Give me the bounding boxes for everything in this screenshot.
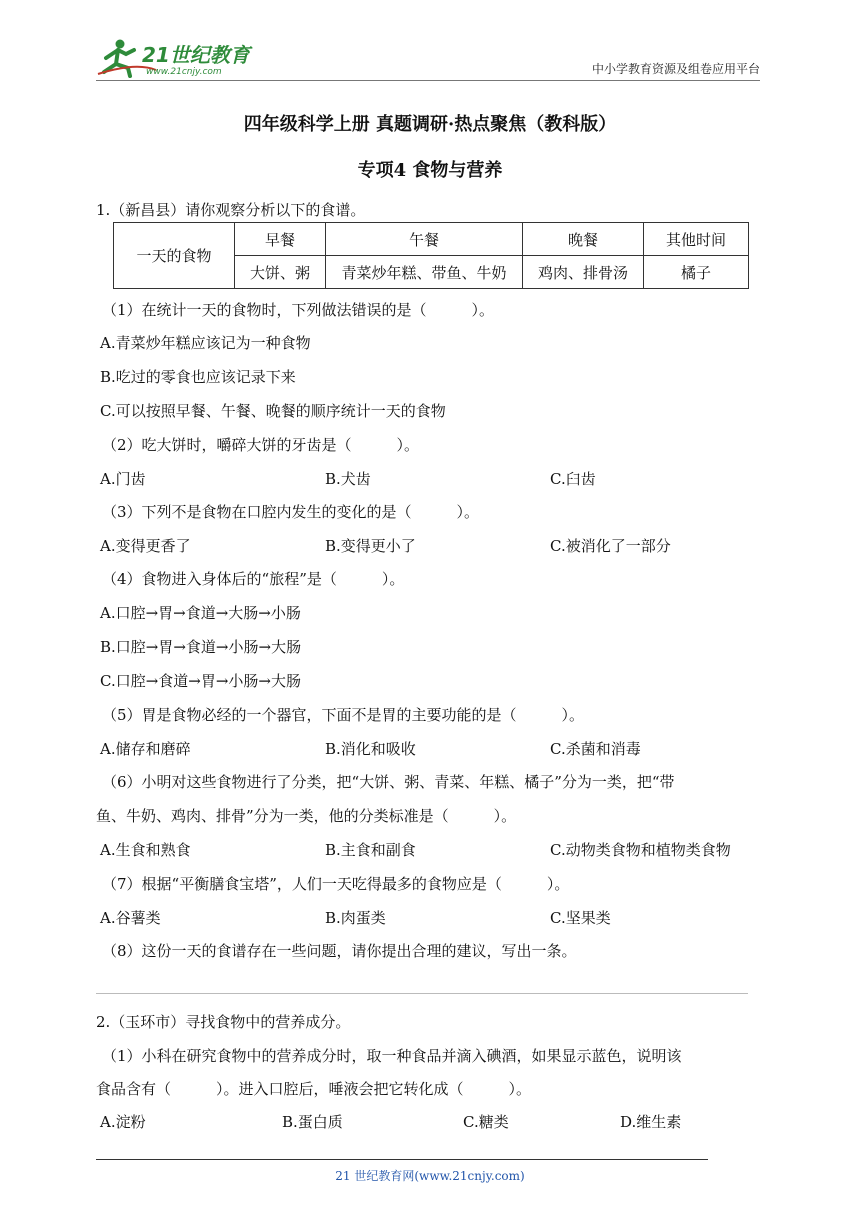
q1-part1-option-c: C.可以按照早餐、午餐、晚餐的顺序统计一天的食物 [100,402,446,420]
q2-stem: 2.（玉环市）寻找食物中的营养成分。 [96,1013,351,1031]
header-divider [96,80,760,81]
q2-part1-line2: 食品含有（ ）。进入口腔后，唾液会把它转化成（ ）。 [96,1080,532,1098]
q1-part6-option-b: B.主食和副食 [325,841,416,859]
footer-divider [96,1159,708,1160]
table-col-header: 其他时间 [644,223,749,256]
q1-part4-option-b: B.口腔→胃→食道→小肠→大肠 [100,638,302,656]
q1-part6-option-a: A.生食和熟食 [100,841,191,859]
q1-part8: （8）这份一天的食谱存在一些问题，请你提出合理的建议，写出一条。 [102,942,577,960]
answer-divider [96,993,748,994]
q1-part2-option-a: A.门齿 [100,470,146,488]
table-cell: 青菜炒年糕、带鱼、牛奶 [326,256,523,289]
site-logo [96,36,266,80]
page-subtitle: 专项4 食物与营养 [357,160,503,181]
q2-part1-option-a: A.淀粉 [100,1113,146,1131]
table-col-header: 晚餐 [523,223,644,256]
recipe-table [113,222,749,289]
q2-part1-option-c: C.糖类 [463,1113,509,1131]
q1-part3-option-a: A.变得更香了 [100,537,191,555]
q1-part5: （5）胃是食物必经的一个器官，下面不是胃的主要功能的是（ ）。 [102,706,585,724]
q1-part7-option-b: B.肉蛋类 [325,909,386,927]
table-row-header: 一天的食物 [114,223,235,289]
q2-part1-line1: （1）小科在研究食物中的营养成分时，取一种食品并滴入碘酒，如果显示蓝色，说明该 [102,1047,682,1065]
q1-part2: （2）吃大饼时，嚼碎大饼的牙齿是（ ）。 [102,436,420,454]
q1-part5-option-a: A.储存和磨碎 [100,740,191,758]
q2-part1-option-b: B.蛋白质 [282,1113,343,1131]
table-cell: 鸡肉、排骨汤 [523,256,644,289]
q1-part1-option-a: A.青菜炒年糕应该记为一种食物 [100,334,311,352]
page-header [96,36,760,82]
q2-part1-option-d: D.维生素 [620,1113,682,1131]
q1-part4-option-a: A.口腔→胃→食道→大肠→小肠 [100,604,301,622]
q1-part7: （7）根据“平衡膳食宝塔”，人们一天吃得最多的食物应是（ ）。 [102,875,570,893]
q1-part2-option-c: C.臼齿 [550,470,596,488]
table-col-header: 午餐 [326,223,523,256]
table-cell: 橘子 [644,256,749,289]
q1-part5-option-b: B.消化和吸收 [325,740,416,758]
table-cell: 大饼、粥 [235,256,326,289]
q1-part7-option-a: A.谷薯类 [100,909,161,927]
q1-part7-option-c: C.坚果类 [550,909,611,927]
q1-part6-option-c: C.动物类食物和植物类食物 [550,841,731,859]
page-title: 四年级科学上册 真题调研·热点聚焦（教科版） [243,114,617,135]
q1-part4: （4）食物进入身体后的“旅程”是（ ）。 [102,570,405,588]
q1-part5-option-c: C.杀菌和消毒 [550,740,641,758]
svg-text:21世纪教育: 21世纪教育 [142,43,250,67]
q1-part2-option-b: B.犬齿 [325,470,371,488]
q1-stem: 1.（新昌县）请你观察分析以下的食谱。 [96,201,366,219]
q1-part1-option-b: B.吃过的零食也应该记录下来 [100,368,296,386]
q1-part3-option-c: C.被消化了一部分 [550,537,671,555]
q1-part6-line2: 鱼、牛奶、鸡肉、排骨”分为一类，他的分类标准是（ ）。 [96,807,517,825]
q1-part6-line1: （6）小明对这些食物进行了分类，把“大饼、粥、青菜、年糕、橘子”分为一类，把“带 [102,773,675,791]
q1-part3-option-b: B.变得更小了 [325,537,416,555]
q1-part3: （3）下列不是食物在口腔内发生的变化的是（ ）。 [102,503,480,521]
q1-part1: （1）在统计一天的食物时，下列做法错误的是（ ）。 [102,301,495,319]
footer-text: 21 世纪教育网(www.21cnjy.com) [335,1169,525,1183]
platform-name: 中小学教育资源及组卷应用平台 [591,62,760,76]
q1-part4-option-c: C.口腔→食道→胃→小肠→大肠 [100,672,301,690]
table-col-header: 早餐 [235,223,326,256]
svg-text:www.21cnjy.com: www.21cnjy.com [146,67,222,77]
